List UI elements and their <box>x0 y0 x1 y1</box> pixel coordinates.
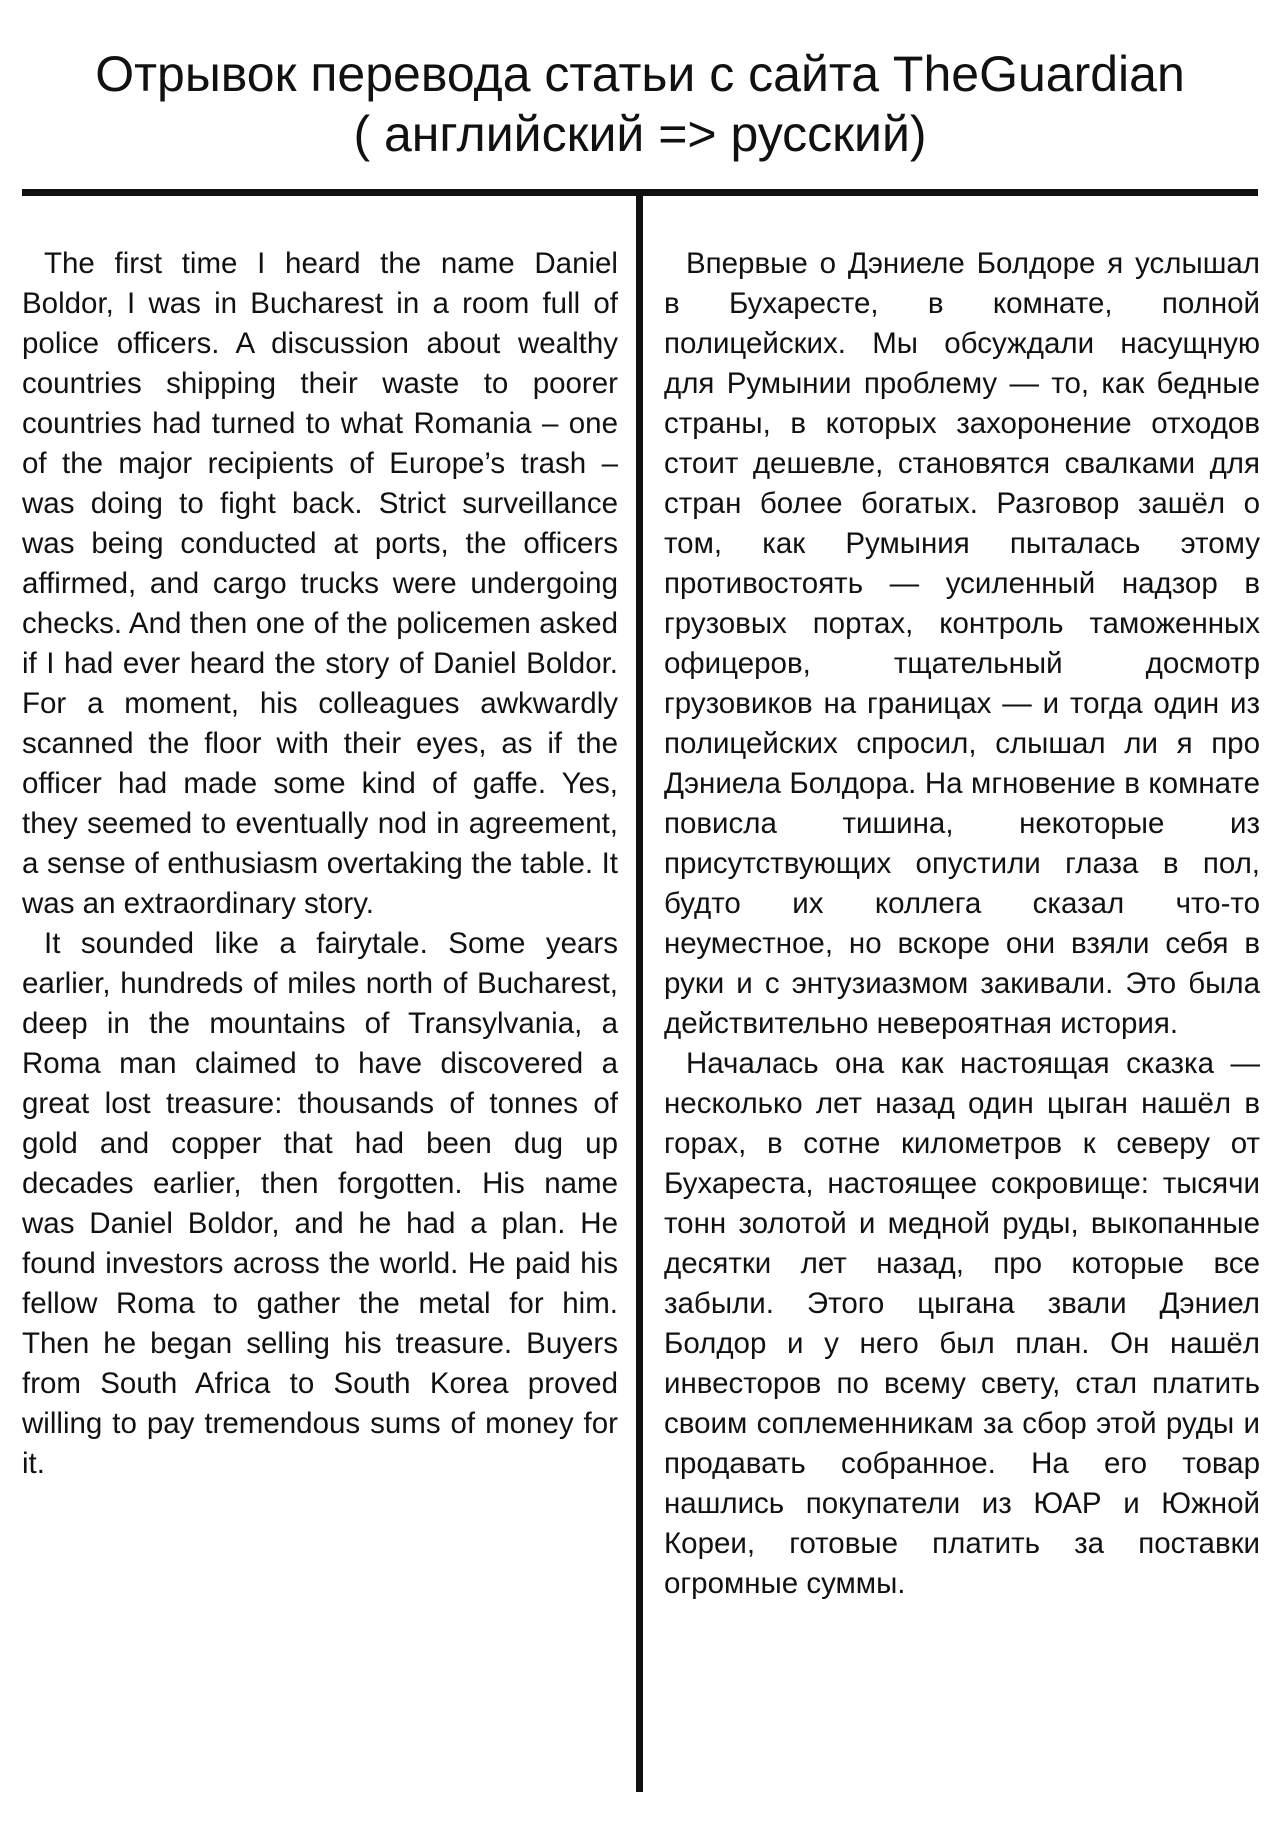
title-line-2: ( английский => русский) <box>353 106 927 162</box>
russian-paragraph-1: Впервые о Дэниеле Болдоре я услышал в Бухаресте, в комнате, полной полицейских. Мы обсуждали насущную для Румынии проблему — то, как бедные страны, в которых захоронение отходов стоит дешевле, становятся свалками для стран более богатых. Разговор зашёл о том, как Румыния пыталась этому противостоять — усиленный надзор в грузовых портах, контроль таможенных офицеров, тщательный досмотр грузовиков на границах — и тогда один из полицейских спросил, слышал ли я про Дэниела Болдора. На мгновение в комнате повисла тишина, некоторые из присутствующих опустили глаза в пол, будто их коллега сказал что-то неуместное, но вскоре они взяли себя в руки и с энтузиазмом закивали. Это была действительно невероятная история. <box>664 247 1260 1040</box>
russian-column <box>664 244 1260 1604</box>
header-divider <box>22 189 1258 196</box>
title-line-1: Отрывок перевода статьи с сайта TheGuardian <box>95 46 1185 102</box>
english-paragraph-2: It sounded like a fairytale. Some years earlier, hundreds of miles north of Bucharest, deep in the mountains of Transylvania, a Roma man claimed to have discovered a great lost treasure: thousands of tonnes of gold and copper that had been dug up decades earlier, then forgotten. His name was Daniel Boldor, and he had a plan. He found investors across the world. He paid his fellow Roma to gather the metal for him. Then he began selling his treasure. Buyers from South Africa to South Korea proved willing to pay tremendous sums of money for it. <box>22 927 618 1480</box>
english-paragraph-1: The first time I heard the name Daniel Boldor, I was in Bucharest in a room full of police officers. A discussion about wealthy countries shipping their waste to poorer countries had turned to what Romania – one of the major recipients of Europe’s trash – was doing to fight back. Strict surveillance was being conducted at ports, the officers affirmed, and cargo trucks were undergoing checks. And then one of the policemen asked if I had ever heard the story of Daniel Boldor. For a moment, his colleagues awkwardly scanned the floor with their eyes, as if the officer had made some kind of gaffe. Yes, they seemed to eventually nod in agreement, a sense of enthusiasm overtaking the table. It was an extraordinary story. <box>22 247 618 920</box>
page-title <box>0 44 1280 164</box>
column-divider <box>636 196 643 1792</box>
english-column <box>22 244 618 1484</box>
russian-paragraph-2: Началась она как настоящая сказка — несколько лет назад один цыган нашёл в горах, в сотне километров к северу от Бухареста, настоящее сокровище: тысячи тонн золотой и медной руды, выкопанные десятки лет назад, про которые все забыли. Этого цыгана звали Дэниел Болдор и у него был план. Он нашёл инвесторов по всему свету, стал платить своим соплеменникам за сбор этой руды и продавать собранное. На его товар нашлись покупатели из ЮАР и Южной Кореи, готовые платить за поставки огромные суммы. <box>664 1047 1260 1600</box>
